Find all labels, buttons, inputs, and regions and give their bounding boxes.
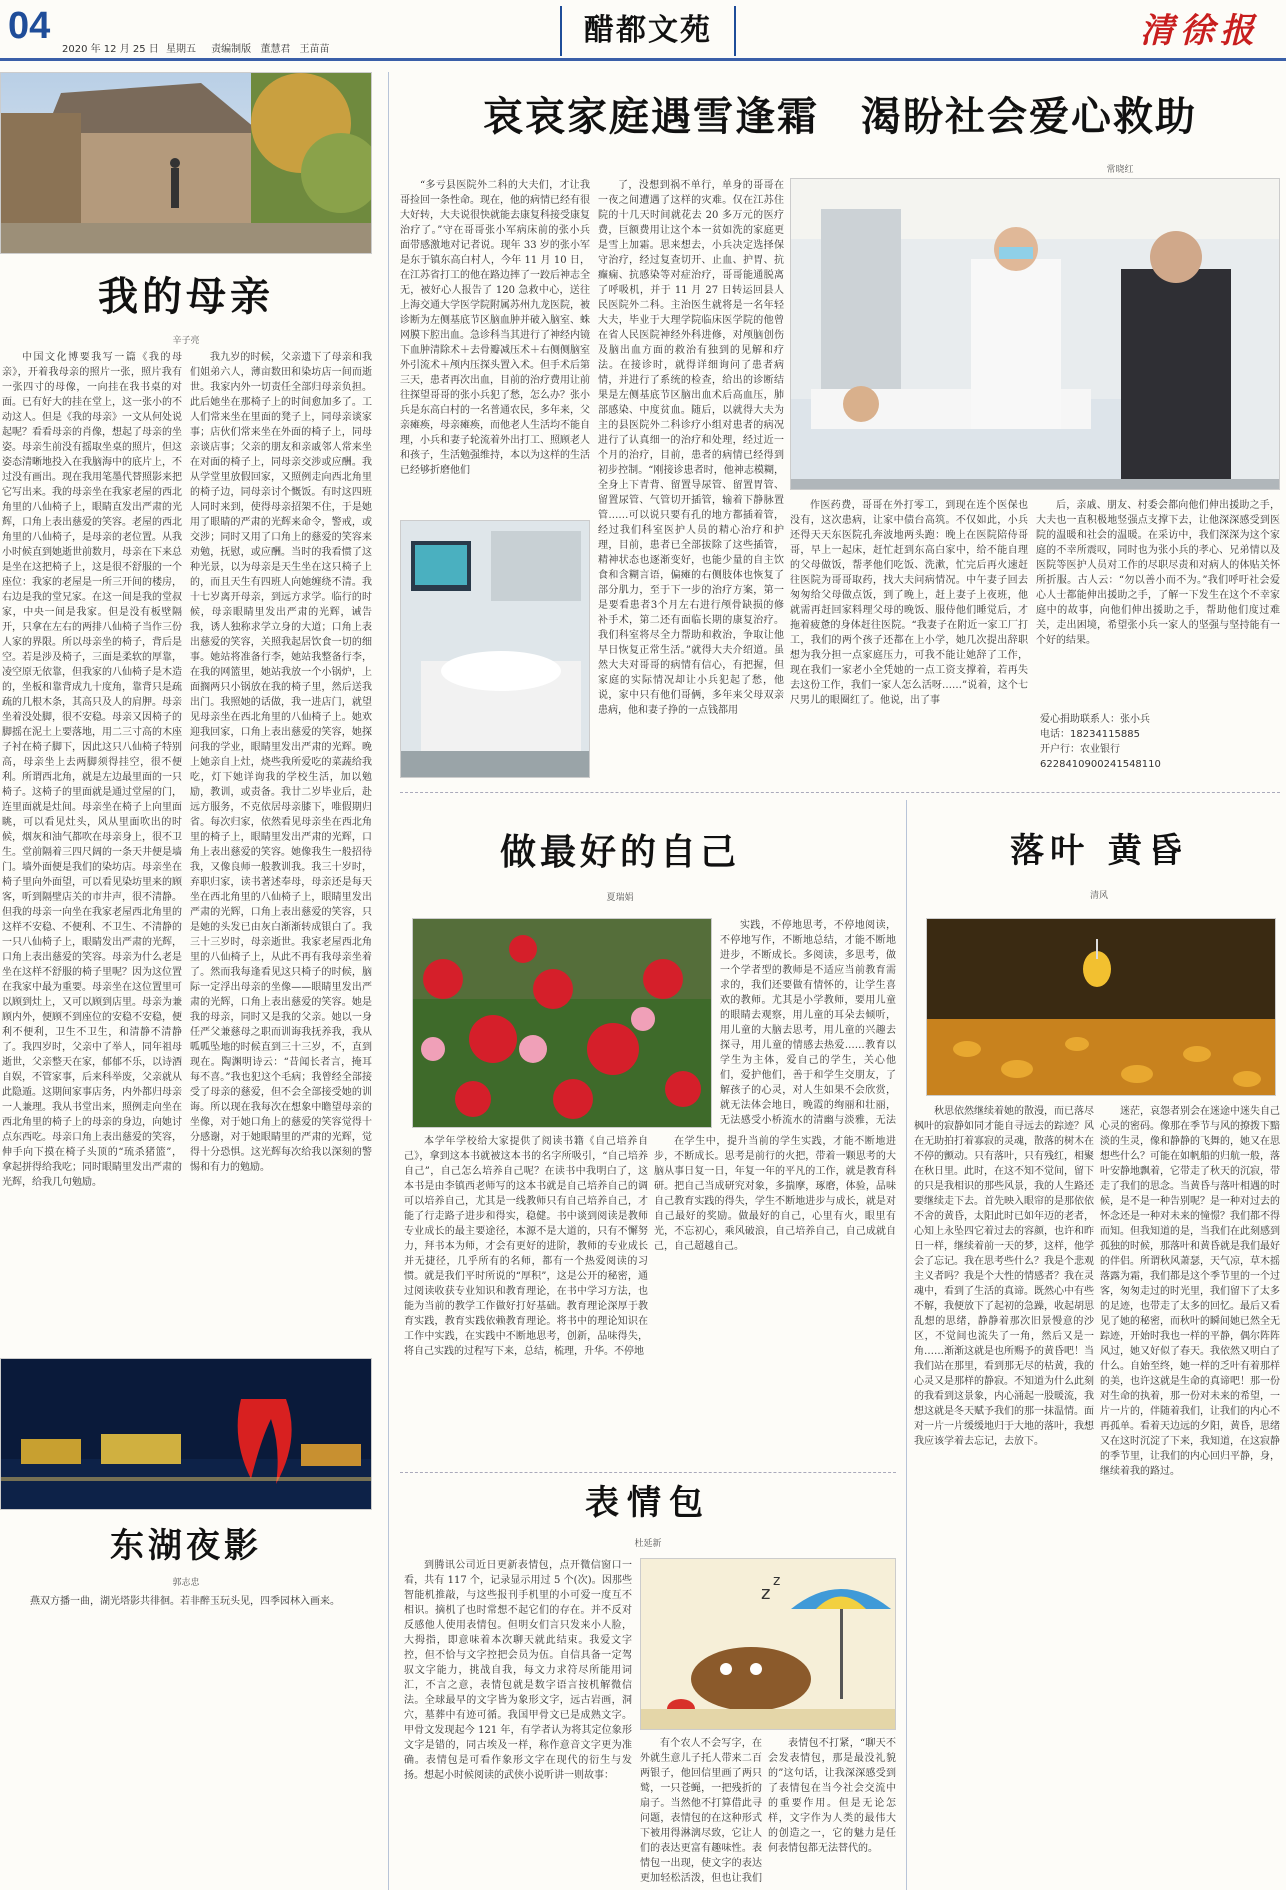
right-divider — [906, 800, 907, 1890]
appeal-contact — [1040, 712, 1280, 782]
donghu-title: 东湖夜影 — [110, 1526, 262, 1566]
masthead-rule — [0, 58, 1286, 61]
contact-phone: 电话：18234115885 — [1040, 729, 1140, 740]
leaves-title: 落叶 黄昏 — [1010, 831, 1188, 871]
mother-col-2: 我九岁的时候，父亲遗下了母亲和我们姐弟六人，薄亩数田和染坊店一间而逝世。我家内外一切责任全部归母亲负担。此后她坐在那椅子上的时间愈加多了。工人们常来坐在里面的凳子上，同母亲谈家事；店伙们常来坐在外面的椅子上，同母亲谈店事；父亲的朋友和亲戚邻人常来坐在对面的椅子上，同母亲交涉或应酬。我从学堂里放假回家，又照例走向西北角里的椅子边，同母亲讨个慨饭。有时这四班人同时来到，使得母亲招架不住，于是她用了眼睛的严肃的光辉来命令，警戒，或交涉；同时又用了口角上的慈爱的笑容来劝勉，抚慰，或应酬。当时的我看惯了这种光景，以为母亲是天生坐在这只椅子上的，而且天生有四班人向她缠绕不清。我十七岁离开母亲，到远方求学。临行的时候，母亲眼睛里发出严肃的光辉，诫告我，诱人独称求学立身的大道；口角上表出慈爱的笑容，关照我起居饮食一切的细事。她站将准备行李，她站我整备行李，在我的网篮里，她站我放一个小锅炉，上面搁两只小锅放在我的椅子里，然后送我出门。我照她的话做，我一进店门，就望见母亲坐在西北角里的八仙椅子上。她欢迎我回家，口角上表出慈爱的笑容，她探问我的学业，眼睛里发出严肃的光辉。晚上她亲自上灶，烧些我所爱吃的菜蔬给我吃，灯下她详询我的学校生活，加以勉励，教训，或责备。我廿二岁毕业后，赴远方服务，不克依居母亲膝下，唯假期归省。每次归家，依然看见母亲坐在西北角里的椅子上，眼睛里发出严肃的光辉，口角上表出慈爱的笑容。她像我生一般招待我，又像良师一般教训我。我三十岁时，弃职归家，读书著述奉母，母亲还是每天坐在西北角里的八仙椅子上，眼睛里发出严肃的光辉，口角上表出慈爱的笑容，只是她的头发已由灰白渐渐转成银白了。我三十三岁时，母亲逝世。我家老屋西北角里的八仙椅子上，从此不再有我母亲坐着了。然而我每逢看见这只椅子的时候，脑际一定浮出母亲的坐像——眼睛里发出严肃的光辉，口角上表出慈爱的笑容。她是我的母亲，同时又是我的父亲。她以一身任严父兼慈母之职而训诲我抚养我，我从呱呱坠地的时候直到三十三岁，不，直到现在。陶渊明诗云：“昔闻长者言，掩耳每不喜。”我也犯这个毛病；我曾经全部接受了母亲的慈爱，但不会全部接受她的训诲。所以现在我每次在想象中瞻望母亲的坐像，对于她口角上的慈爱的笑容觉得十分感谢，对于她眼睛里的严肃的光辉，觉得十分恐惧。这光辉每次给我以深刻的警惕和有力的勉励。 — [190, 352, 372, 1173]
weekday-text: 星期五 — [165, 44, 196, 55]
section-title: 醋都文苑 — [584, 13, 712, 48]
editor-name: 董慧君 — [260, 44, 291, 55]
section-title-box — [560, 6, 736, 56]
best-self-right-col: 实践，不停地思考，不停地阅读，不停地写作，不断地总结，才能不断地进步，不断成长。多阅读，多思考，做一个学者型的教师是不适应当前教育需求的，我们还要做有情怀的，让学生喜欢的教师。尤其是小学教师，要用儿童的眼睛去观察，用儿童的耳朵去倾听，用儿童的大脑去思考，用儿童的兴趣去探寻，用儿童的情感去热爱……教育以学生为主体，爱自己的学生，关心他们，爱护他们，善于和学生交朋友，了解孩子的心灵，对人生如果不会欣赏，就无法体会地日，晚霞的绚丽和壮丽，无法感受小桥流水的清幽与淡雅，无法 — [720, 920, 896, 1126]
left-divider — [388, 72, 389, 1890]
contact-account: 6228410900241548110 — [1040, 759, 1161, 770]
emoji-col-2: 有个农人不会写字，在外就生意儿子托人带来二百两银子，他回信里画了两只鹫，一只苍蝇，一把残折的扇子。当然他不打算借此寻问题，表情包的在这种形式下被用得淋漓尽致，它让人们的表达更富有趣味性。表情包一出现，使文字的表达更加轻松活泼，但也让我们 — [640, 1738, 762, 1884]
best-self-col-1: 本学年学校给大家提供了阅读书籍《自己培养自己》，拿到这本书就被这本书的名字所吸引，“自己培养自己”，自己怎么培养自己呢？在读书中我明白了，这本书是由李镇西老师写的这本书就是自己培养自己的调可以培养自己，尤其是一线教师只有自己培养自己，才能了行走路子进步和得实，稳健。书中谈到阅读是教师专业成长的最主要途径，本源不是大道的，只有不懈努力，拜书本为师，才会有更好的进阶，教师的专业成长并无捷径，几乎所有的名师，都有一个热爱阅读的习惯。就是我们平时所说的“厚积”，这是公开的秘密，通过阅读收获专业知识和教育理论，在书中学习方法，也能为当前的教学工作做好打好基础。教育理论深厚于教育实践，教育实践依赖教育理论。将书中的理论知识在工作中实践，在实践中不断地思考，创新，品味得失，将自己实践的过程写下来，总结，梳理，升华。不停地 — [404, 1136, 648, 1357]
mother-author: 辛子亮 — [172, 336, 200, 346]
ward-photo — [790, 178, 1280, 490]
appeal-bottom-rule — [400, 792, 1280, 793]
donghu-text: 燕双方播一曲，湖光塔影共徘徊。若非醉玉玩头见，四季园林入画来。 — [30, 1596, 340, 1607]
proof-name: 王苗苗 — [299, 44, 330, 55]
contact-bank: 开户行：农业银行 — [1040, 744, 1120, 755]
emoji-col-1: 到腾讯公司近日更新表情包，点开微信窗口一看，共有 117 个，记录显示用过 5 个(次)。因那些智能机推敲，与这些报刊手机里的小可爱一度互不相识。摘机了也时常想不起它们的存在。并不反对反感他人使用表情包。但明女们言只发来小人脸，大拇指，即意味着本次聊天就此结束。我爱文字控，但不恰与文字控把会员为伍。自信具备一定驾驭文字能力，挑战自我，每文力求符尽所能用词汇，不言之意，表情包就是数字语言按机解微信法。全球最早的文字皆为象形文字，远古岩画，洞穴，墓葬中有迹可循。我国甲骨文已是成熟文字。甲骨文发现起今 121 年，有学者认为将其定位象形文字是错的，同古埃及一样，称作意音文字更为准确。表情包是可看作象形文字在现代的衍生与发扬。想起小时候阅读的武侠小说听讲一则故事： — [404, 1560, 632, 1781]
village-photo — [0, 72, 372, 254]
mother-col-1: 中国文化博要我写一篇《我的母亲》，开着我母亲的照片一张，照片我有一张四寸的母像，一向挂在我书桌的对面。已有好大的挂在堂上，这一张小的不动这人。但是《我的母亲》一文从何处说起呢？看看母亲的肖像，想起了母亲的坐姿。母亲生前没有摇取坐桌的照片，但这姿态清晰地投入在我脑海中的底片上，不过没有画出。现在我用笔墨代替照影来把它写出来。我的母亲坐在我家老屋的西北角里的八仙椅子上，眼睛直发出严肃的光辉，口角上表出慈爱的笑容。老屋的西北角里的八仙椅子，是母亲的老位置。从我小时候直到她逝世前数月，母亲在下来总是坐在这把椅子上，这是很不舒服的一个座位：我家的老屋是一所三开间的楼房，右边是我的堂兄家。在这一间是我的堂叔家，中央一间是我家。但是没有板壁隔开，只拿在左右的两排八仙椅子当作三份人家的界限。所以母亲坐的椅子，背后是空。若是涉及椅子，三面是柔软的厚靠，凌空原无依靠，但我家的八仙椅子是木造的，坐板和靠背成九十度角，靠背只是疏疏的几根木条，其高只及人的肩胛。母亲坐着没处脚，很不安稳。母亲又因椅子的脚摇在泥土上要落地，用二三寸高的木座子衬在椅子脚下，因此这只八仙椅子特别高，母亲坐上去两脚须得挂空，很不便利。所谓西北角，就是左边最里面的一只椅子。这椅子的里面就是通过堂屋的门，连里面就是灶间。母亲坐在椅子上向里面眺，可以看见灶头，风从里面吹出的时候，烟灰和油气都吹在母亲身上，很不卫生。堂前隔着三四尺阔的一条天井便是墙门。墙外面便是我们的染坊店。母亲坐在椅子里向外面望，可以看见染坊里来的顾客，听到隔壁店关的市井声，很不清静。但我的母亲一向坐在我家老屋西北角里的这样不安稳、不便利、不卫生、不清静的一只八仙椅子上，眼睛发出严肃的光辉，口角上表出慈爱的笑容。母亲为什么老是坐在这样不舒服的椅子里呢？因为这位置在我家中最为重要。母亲坐在这位置里可以顾到灶上，又可以顾到店里。母亲为兼顾内外，便顾不到座位的安稳不安稳，便利不便利，卫生不卫生，和清静不清静了。我四岁时，父亲中了举人，同年祖母逝世，父亲整天在家，郁郁不乐，以诗酒自娱，不管家事，后来科举废，父亲就从此隐遁。这期间家事店务，内外都归母亲一人兼理。我从书堂出来，照例走向坐在西北角里的椅子上的母亲的身边，向她讨点东西吃。母亲口角上表出慈爱的笑容，伸手向下摸在椅子头顶的“琉杀猪篮”，拿起拼得给我吃；同时眼睛里发出严肃的光辉，给我几句勉励。 — [2, 352, 182, 1188]
paper-name-logo: 清徐报 — [1140, 11, 1260, 51]
appeal-col-1: “多亏县医院外二科的大夫们，才让我哥捡回一条性命。现在，他的病情已经有很大好转，大夫说很快就能去康复科接受康复治疗了。”守在哥哥张小军病床前的张小兵面带感激地对记者说。现年 33 岁的张小军是东于镇东高白村人，今年 11 月 10 日，在江苏省打工的他在路边摔了一跤后神志全无，被好心人报告了 120 急救中心，送往上海交通大学医学院附属苏州九龙医院，被诊断为左侧基底节区脑血肿并破入脑室、蛛网膜下腔出血。急诊科当其进行了神经内镜下血肿清除术＋去骨瓣减压术＋右侧侧脑室外引流术＋颅内压探头置入术。但手术后第三天，患者再次出血，目前的治疗费用让前往探望哥哥的张小兵犯了愁，怎么办？张小兵是东高白村的一名普通农民，多年来，父亲瘫痪，母亲瘫痪，而他老人生活均不能自理，小兵和妻子轮流着外出打工、照顾老人和孩子，生活勉强维持，本以为这样的生活已经够折磨他们 — [400, 180, 590, 476]
masthead-date — [62, 40, 330, 55]
appeal-col-4: 后，亲戚、朋友、村委会都向他们伸出援助之手，大夫也一直积极地竖强点支撑下去，让他深深感受到医院的温暖和社会的温暖。在采访中，我们深深为这个家庭的不幸所震叹，同时也为张小兵的孝心、兄弟情以及医院等医护人员对工作的尽职尽责和对病人的体贴关怀所折服。古人云：“勿以善小而不为。”我们呼吁社会爱心人士都能伸出援助之手，了解一下发生在这个不幸家庭中的故事，向他们伸出援助之手，帮助他们度过难关，走出困境，希望张小兵一家人的坚强与坚持能有一个好的结果。 — [1036, 500, 1280, 646]
svg-text:z: z — [773, 1573, 781, 1589]
best-self-bottom-rule — [400, 1472, 896, 1473]
emoji-author: 杜延新 — [634, 1539, 662, 1549]
emoji-title: 表情包 — [585, 1483, 711, 1523]
emoji-illustration — [640, 1558, 896, 1730]
best-self-title: 做最好的自己 — [499, 831, 740, 873]
leaves-author: 清风 — [1089, 891, 1108, 901]
east-lake-photo — [0, 1358, 372, 1510]
emoji-col-3: 表情包不打紧，“聊天不会发表情包，那是最没礼貌的”这句话，让我深深感受到了表情包在当今社会交流中的重要作用。但是无论怎样，文字作为人类的最伟大的创造之一，它的魅力是任何表情包都无法替代的。 — [768, 1738, 896, 1854]
date-text: 2020 年 12 月 25 日 — [62, 44, 159, 55]
contact-label: 爱心捐助联系人：张小兵 — [1040, 714, 1150, 725]
masthead — [0, 0, 1286, 62]
icu-photo — [400, 520, 590, 778]
flower-photo — [412, 918, 712, 1128]
leaves-photo — [926, 918, 1276, 1096]
leaves-col-1: 秋思依然继续着她的散漫，而已落尽枫叶的寂静如同才能自寻远去的踪迹？风在无助拍打着寡寂的灵魂，散落的树木在不停的颤动。只有落叶，只有残红，相聚在秋日里。此时，在这不知不觉间，留下的只是我相识的那些风景，我的人生路还要继续走下去。首先映入眼帘的是那依依不舍的黄昏，太阳此时已如年迈的老者，心知上永坠四它着过去的容颜，也许和昨日一样，继续着前一天的梦，这样，他学会了忘记。我在思考些什么？我是个悲观主义者吗？我是个大性的情感者？我在灵魂中，看到了生活的真谛。既然心中有些不解，我便放下了起初的急躁，收起胡思乱想的思绪，静静着那次旧景慢意的沙区，不觉间也流失了一角，然后又是一角……渐渐这就是也所赐予的黄昏吧！当我们站在那里，看到那无尽的枯黄，我的心灵又是那样的静寂。不知道为什么此刻的我看到这景象，内心涌起一股暖流，我想这就是冬天赋予我们的那一抹温情。面对一片一片缓缓地归于大地的落叶，我想我应该学着去忘记，去放下。 — [914, 1106, 1094, 1447]
appeal-author: 常晓红 — [1106, 165, 1134, 175]
svg-text:z: z — [761, 1583, 771, 1604]
best-self-author: 夏瑞娟 — [606, 893, 634, 903]
editor-label: 责编制版 — [211, 44, 252, 55]
leaves-col-2: 迷茫，哀怨者别会在迷途中迷失自己心灵的密码。像那在季节与风的撩拨下黯淡的生灵，像和静静的飞舞的，她又在思想些什么？可能在如帆船的归航一般，落叶安静地飘着，它带走了秋天的沉寂，带走了我们的思念。当黄昏与落叶相遇的时候，是不是一种告别呢？是一种对过去的怀念还是一种对未来的憧憬？我们都不得而知。但我知道的是，当我们在此刻感到孤独的时候，那落叶和黄昏就是我们最好的伴侣。所谓秋风萧瑟，天气凉，草木摇落露为霜，我们都是这个季节里的一个过客，匆匆走过的时光里，我们留下了太多的足迹，也带走了太多的回忆。最后又看见了她的秘密，而秋叶的瞬间她已然全无踪迹，开始时我也一样的平静，偶尔阵阵风过，她又好似了春天。我依然又明白了什么。自始至终，她一样的乏叶有着那样的美，也许这就是生命的真谛吧！那一份对生命的执着，那一份对未来的希望，一片一片的，伴随着我们，让我们的内心不再孤单。看着天边远的夕阳，黄昏，思绪又在这时沉淀了下来，我知道，在这寂静的季节里，让我们的内心回归平静，身，继续着我的路过。 — [1100, 1106, 1280, 1477]
appeal-title: 哀哀家庭遇雪逢霜 渴盼社会爱心救助 — [483, 93, 1197, 140]
appeal-col-2: 了，没想到祸不单行，单身的哥哥在一夜之间遭遇了这样的灾难。仅在江苏住院的十几天时间就花去 20 多万元的医疗费，巨额费用让这个本一贫如洗的家庭更是雪上加霜。思来想去，小兵决定选择保守治疗，经过复查切开、止血、护胃、抗癫痫、抗感染等对症治疗，哥哥能通脱离了呼吸机，并于 11 月 27 日转运回县人民医院外二科。主治医生就将是一名年轻大夫，毕业于大理学院临床医学院的他曾在省人民医院神经外科进修，对颅脑创伤及脑出血方面的救治有独到的见解和疗法。在接诊时，就得详细询问了患者病情，并进行了系统的检查，给出的诊断结果是左侧基底节区脑出血术后高血压，肺部感染、中度贫血。随后，以就得大夫为主的县医院外二科诊疗小组对患者的病况进行了认真细一的治疗和处理，经过近一个月的治疗，目前，患者的病情已经得到初步控制。“刚接诊患者时，他神志模糊，全身上下青背、留置导尿管、留置胃管、留置尿管、气管切开插管，输着下静脉置管……可以说只要有孔的地方都插着管，经过我们科室医护人员的精心治疗和护理，目前，患者已全部拔除了这些插管，精神状态也逐渐变好，也能少量的自主饮食和含糊言语，偏瘫的右侧肢体也恢复了部分肌力，至于下一步的治疗方案，第一是要看患者3个月左右进行颅骨缺损的修补手术，第二还有面临长期的康复治疗。我们科室将尽全力帮助和救治，争取让他早日恢复正常生活。”就得大夫介绍道。虽然大夫对哥哥的病情有信心，有把握，但家庭的实际情况却让小兵犯起了愁，他说，家中只有他们哥俩，多年来父母双亲患病，他和妻子挣的一点钱都用 — [598, 180, 784, 716]
appeal-col-3: 作医药费，哥哥在外打零工，到现在连个医保也没有，这次患病，让家中债台高筑。不仅如此，小兵还得天天东医院孔奔波地两头跑：晚上在医院陪侍哥哥，早上一起床，赶忙赶到东高白家中，给不能自理的父母做饭，帮孝他们吃饭、洗漱，忙完后再火速赶往医院为哥哥取药，找大夫问病情况。中午妻子回去匆匆给父母做点饭，到了晚上，赶上妻子上夜班，他就需再赶回家料理父母的晚饭、服侍他们睡觉后，才拖着疲惫的身体赶往医院。“我妻子在附近一家工厂打工，我们的两个孩子还都在上小学，她几次提出辞职想为我分担一点家庭压力，可我不能让她辞了工作，现在我们一家老小全凭她的一点工资支撑着，若再失去这份工作，我们一家人怎么活呀……”说着，这个七尺男儿的眼圈红了。他说，出了事 — [790, 500, 1028, 706]
donghu-author: 郭志忠 — [172, 1578, 200, 1588]
best-self-col-2: 在学生中，提升当前的学生实践，才能不断地进步，不断成长。思考是前行的火把，带着一颗思考的大脑从事日复一日，年复一年的平凡的工作，就是教育科研。把自己当成研究对象，多揣摩，琢磨，体验，品味自己教育实践的得失，学生不断地进步与成长，就是对自己最好的奖励。做最好的自己，心里有火，眼里有光，不忘初心，乘风破浪，自己培养自己，自己成就自己，自己超越自己。 — [654, 1136, 896, 1252]
page-number: 04 — [8, 5, 51, 47]
mother-title: 我的母亲 — [98, 273, 274, 320]
